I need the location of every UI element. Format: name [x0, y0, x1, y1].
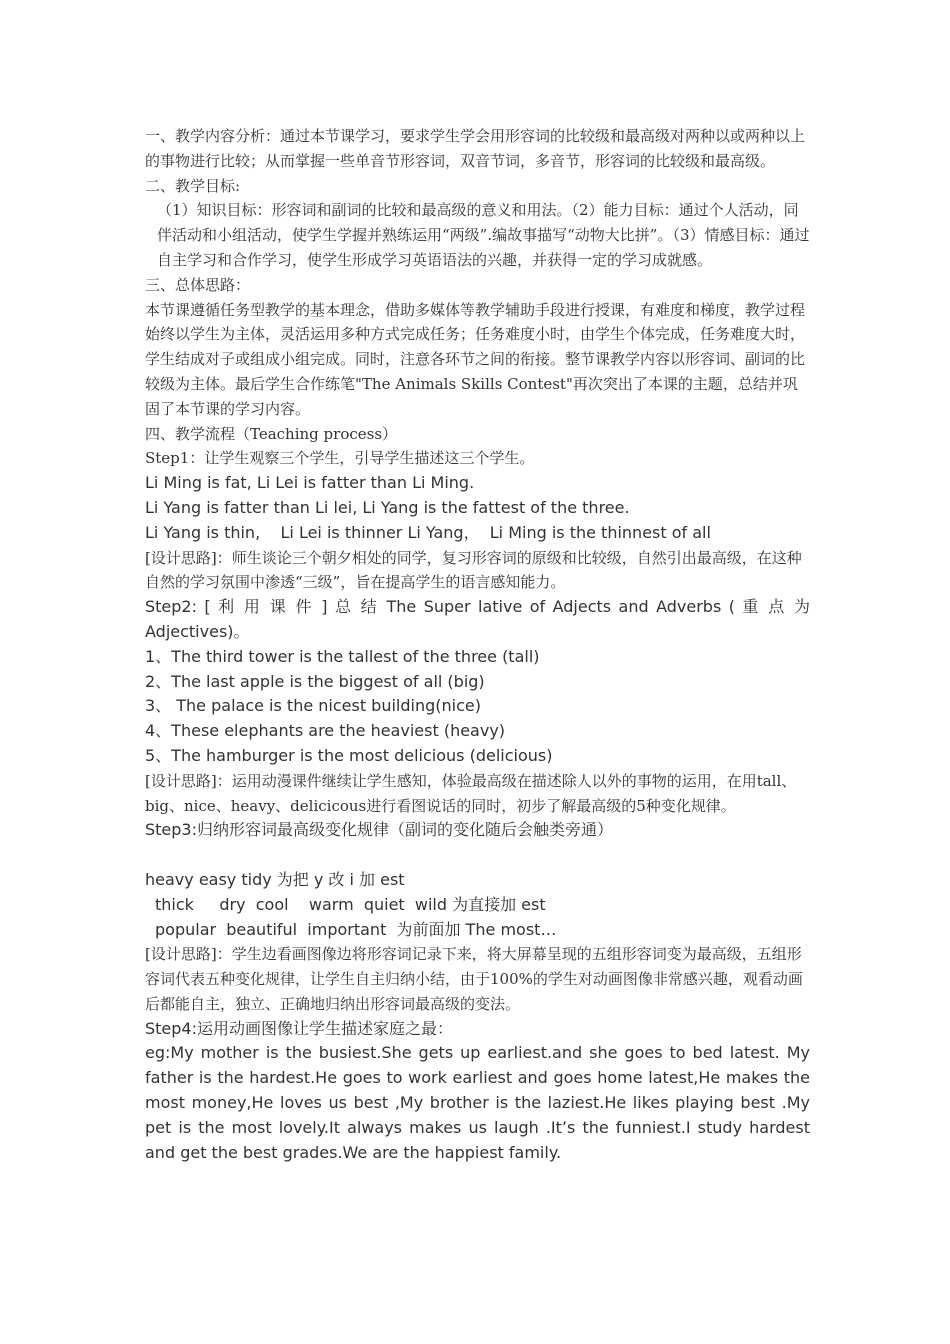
step2-item: 1、The third tower is the tallest of the three (tall)	[145, 646, 540, 666]
step2-item: 4、These elephants are the heaviest (heavy)	[145, 721, 506, 741]
step2-item: 5、The hamburger is the most delicious (delicious)	[145, 745, 553, 765]
section-content-analysis: 一、教学内容分析：通过本节课学习，要求学生学会用形容词的比较级和最高级对两种以或两种以上的事物进行比较；从而掌握一些单音节形容词，双音节词，多音节，形容词的比较级和最高级。	[145, 127, 806, 170]
step2-item: 2、The last apple is the biggest of all (big)	[145, 671, 485, 691]
step3-rule-line: popular beautiful important 为前面加 The most…	[155, 919, 557, 939]
design-note-2: [设计思路]：运用动漫课件继续让学生感知，体验最高级在描述除人以外的事物的运用，在用tall、big、nice、heavy、delicicous进行看图说话的同时，初步了解最高级的5种变化规律。	[145, 771, 797, 815]
step3-rule-line: thick dry cool warm quiet wild 为直接加 est	[155, 894, 546, 914]
section-goals-body: （1）知识目标：形容词和副词的比较和最高级的意义和用法。（2）能力目标：通过个人活动，同伴活动和小组活动，使学生学握并熟练运用“两级”.编故事描写“动物大比拼”。（3）情感目标：通过自主学习和合作学习，使学生形成学习英语语法的兴趣，并获得一定的学习成就感。	[157, 201, 810, 269]
blank-line	[145, 843, 810, 868]
section-process-title: 四、教学流程（Teaching process）	[145, 424, 398, 443]
step3-heading: Step3:归纳形容词最高级变化规律（副词的变化随后会触类旁通）	[145, 820, 614, 840]
step4-example: eg:My mother is the busiest.She gets up earliest.and she goes to bed latest. My father is the hardest.He goes to work earliest and goes home latest,He makes the most money,He loves us best ,My brother is the laziest.He likes playing best .My pet is the most lovely.It always makes us laugh .It’s the funniest.I study hardest and get the best grades.We are the happiest family.	[145, 1043, 810, 1162]
step1-heading: Step1：让学生观察三个学生，引导学生描述这三个学生。	[145, 449, 535, 468]
step1-example-line: Li Yang is fatter than Li lei, Li Yang is the fattest of the three.	[145, 497, 630, 517]
design-note-1: [设计思路]：师生谈论三个朝夕相处的同学，复习形容词的原级和比较级，自然引出最高级，在这种自然的学习氛围中渗透“三级”，旨在提高学生的语言感知能力。	[145, 548, 802, 592]
section-goals-title: 二、教学目标:	[145, 176, 241, 195]
design-note-3: [设计思路]：学生边看画图像边将形容词记录下来，将大屏幕呈现的五组形容词变为最高级，五组形容词代表五种变化规律，让学生自主归纳小结，由于100%的学生对动画图像非常感兴趣，观看动画后都能自主，独立、正确地归纳出形容词最高级的变法。	[145, 945, 803, 1013]
step3-rule-line: heavy easy tidy 为把 y 改 i 加 est	[145, 869, 405, 889]
section-approach-title: 三、总体思路：	[145, 275, 251, 294]
step2-item: 3、 The palace is the nicest building(nice)	[145, 696, 481, 716]
step2-heading: Step2: [ 利 用 课 件 ] 总 结 The Super lative of Adjects and Adverbs ( 重 点 为 Adjectives)。	[145, 597, 810, 641]
step4-heading: Step4:运用动画图像让学生描述家庭之最：	[145, 1018, 454, 1038]
section-approach-body: 本节课遵循任务型教学的基本理念，借助多媒体等教学辅助手段进行授课，有难度和梯度，教学过程始终以学生为主体，灵活运用多种方式完成任务；任务难度小时，由学生个体完成，任务难度大时，学生结成对子或组成小组完成。同时，注意各环节之间的衔接。整节课教学内容以形容词、副词的比较级为主体。最后学生合作练笔"The Animals Skills Contest"再次突出了本课的主题，总结并巩固了本节课的学习内容。	[145, 300, 806, 418]
step1-example-line: Li Yang is thin, Li Lei is thinner Li Yang， Li Ming is the thinnest of all	[145, 522, 711, 542]
step1-example-line: Li Ming is fat, Li Lei is fatter than Li Ming.	[145, 473, 475, 493]
document-body	[145, 124, 810, 1165]
